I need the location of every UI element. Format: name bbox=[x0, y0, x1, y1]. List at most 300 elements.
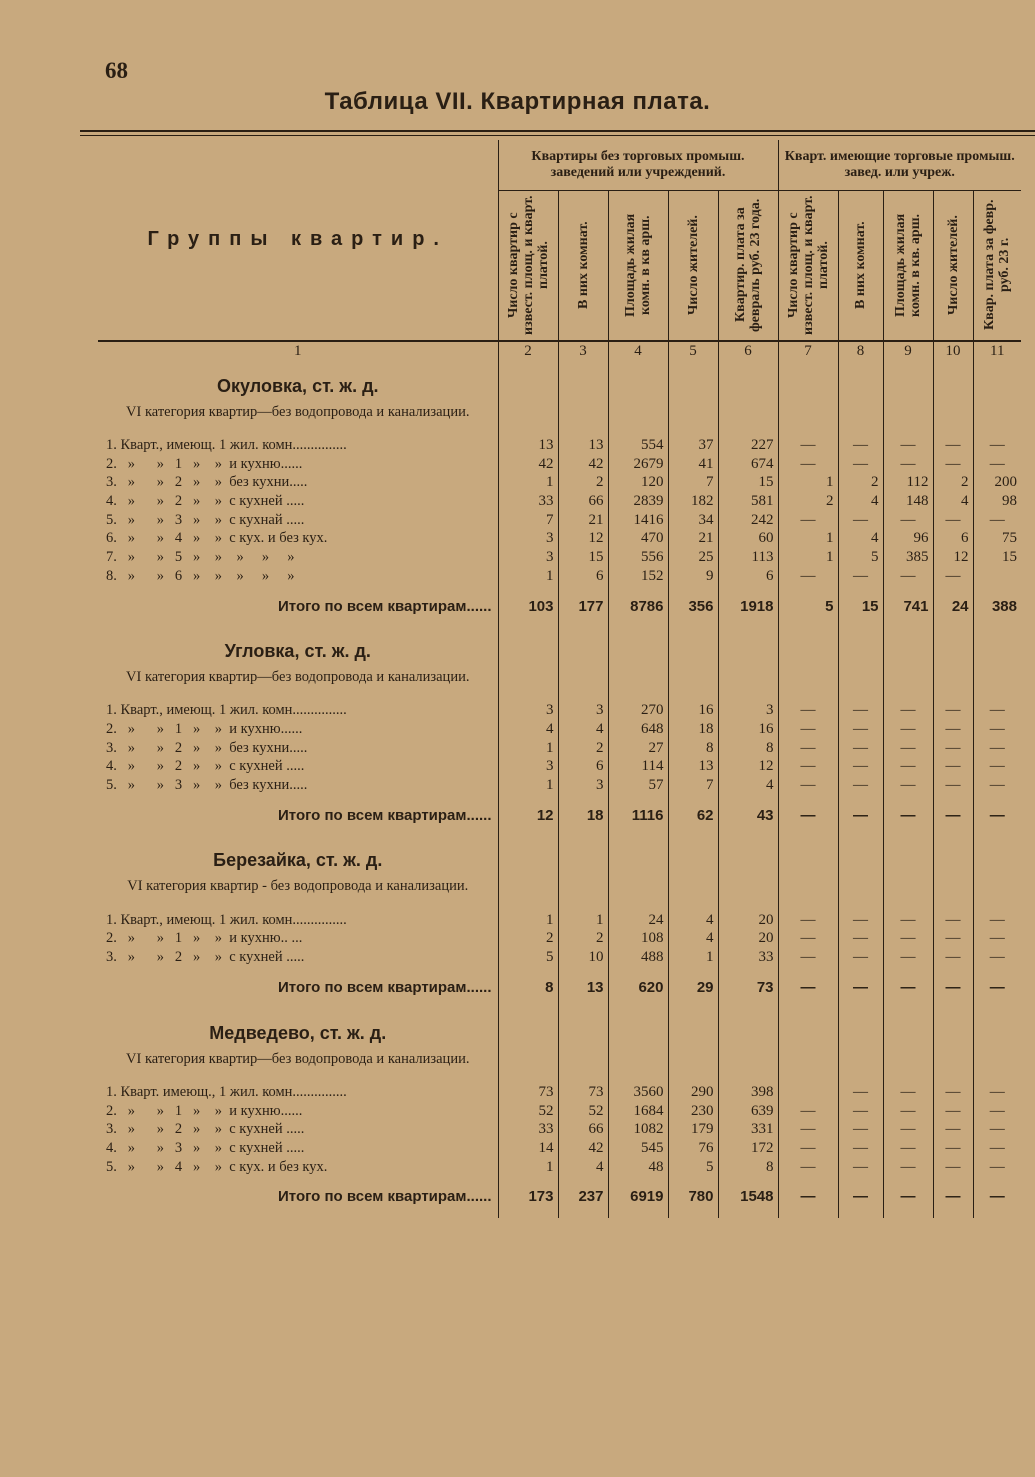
row-value: — bbox=[778, 1157, 838, 1176]
total-value: — bbox=[973, 1176, 1021, 1218]
empty-cell bbox=[973, 1044, 1021, 1083]
row-value: — bbox=[883, 1139, 933, 1158]
row-value: 66 bbox=[558, 492, 608, 511]
row-value: — bbox=[883, 910, 933, 929]
total-value: — bbox=[838, 794, 883, 836]
empty-cell bbox=[778, 1009, 838, 1044]
row-value: 27 bbox=[608, 738, 668, 757]
row-value: — bbox=[778, 436, 838, 455]
table-row bbox=[98, 1139, 1021, 1158]
empty-cell bbox=[718, 362, 778, 397]
row-value: 182 bbox=[668, 492, 718, 511]
row-value: 3 bbox=[558, 776, 608, 795]
row-value: — bbox=[838, 776, 883, 795]
row-value: — bbox=[973, 454, 1021, 473]
row-value: 488 bbox=[608, 948, 668, 967]
total-value: 1548 bbox=[718, 1176, 778, 1218]
column-number: 9 bbox=[883, 341, 933, 362]
row-label: 4. » » 2 » » с кухней ..... bbox=[106, 758, 305, 775]
row-value: — bbox=[838, 1083, 883, 1102]
row-value: 34 bbox=[668, 510, 718, 529]
row-value: — bbox=[883, 720, 933, 739]
row-value: — bbox=[778, 566, 838, 585]
table-row bbox=[98, 1120, 1021, 1139]
total-label: Итого по всем квартирам...... bbox=[278, 979, 492, 996]
row-value: 1 bbox=[558, 910, 608, 929]
row-value: — bbox=[973, 776, 1021, 795]
total-value: 5 bbox=[778, 585, 838, 627]
row-value: — bbox=[883, 510, 933, 529]
row-value: 2839 bbox=[608, 492, 668, 511]
row-value: — bbox=[973, 1083, 1021, 1102]
section-title-row bbox=[98, 627, 1021, 662]
empty-cell bbox=[558, 871, 608, 910]
row-value: 12 bbox=[718, 757, 778, 776]
row-value: 4 bbox=[668, 929, 718, 948]
row-value: 4 bbox=[838, 529, 883, 548]
row-value: 179 bbox=[668, 1120, 718, 1139]
row-value: 3560 bbox=[608, 1083, 668, 1102]
row-value: — bbox=[933, 436, 973, 455]
row-value: — bbox=[933, 948, 973, 967]
empty-cell bbox=[973, 627, 1021, 662]
row-value: — bbox=[838, 929, 883, 948]
empty-cell bbox=[608, 397, 668, 436]
row-value: 2679 bbox=[608, 454, 668, 473]
row-value: 2 bbox=[558, 473, 608, 492]
column-header-text: Число жителей. bbox=[945, 215, 961, 316]
row-value: 4 bbox=[558, 1157, 608, 1176]
row-value: 6 bbox=[718, 566, 778, 585]
column-header bbox=[973, 191, 1021, 341]
total-value: 173 bbox=[498, 1176, 558, 1218]
row-value: — bbox=[973, 757, 1021, 776]
row-value: 2 bbox=[558, 738, 608, 757]
empty-cell bbox=[498, 397, 558, 436]
row-label: 5. » » 4 » » с кух. и без кух. bbox=[106, 1158, 328, 1175]
empty-cell bbox=[668, 362, 718, 397]
table-row bbox=[98, 548, 1021, 567]
page-title: Таблица VII. Квартирная плата. bbox=[324, 88, 711, 115]
empty-cell bbox=[838, 627, 883, 662]
row-value: — bbox=[778, 948, 838, 967]
total-value: 237 bbox=[558, 1176, 608, 1218]
total-value: 1116 bbox=[608, 794, 668, 836]
empty-cell bbox=[778, 662, 838, 701]
total-row bbox=[98, 1176, 1021, 1218]
empty-cell bbox=[718, 836, 778, 871]
row-value: — bbox=[883, 566, 933, 585]
row-value: 66 bbox=[558, 1120, 608, 1139]
row-label: 2. » » 1 » » и кухню...... bbox=[106, 1102, 303, 1119]
row-value: — bbox=[778, 929, 838, 948]
rent-table bbox=[98, 140, 1021, 1218]
column-number: 11 bbox=[973, 341, 1021, 362]
row-value: — bbox=[973, 1120, 1021, 1139]
row-value: — bbox=[883, 776, 933, 795]
section-title: Березайка, ст. ж. д. bbox=[213, 850, 383, 871]
row-value: 1 bbox=[778, 473, 838, 492]
total-row bbox=[98, 967, 1021, 1009]
top-rule-1 bbox=[80, 130, 1035, 132]
row-value: — bbox=[778, 757, 838, 776]
row-label: 5. » » 3 » » без кухни..... bbox=[106, 777, 308, 794]
total-label: Итого по всем квартирам...... bbox=[278, 806, 492, 824]
row-value: 6 bbox=[558, 757, 608, 776]
total-value: — bbox=[778, 1176, 838, 1218]
row-value: 398 bbox=[718, 1083, 778, 1102]
header-group-label: Группы квартир. bbox=[147, 228, 448, 251]
empty-cell bbox=[718, 1044, 778, 1083]
row-value: 75 bbox=[973, 529, 1021, 548]
row-label: 3. » » 2 » » без кухни..... bbox=[106, 739, 308, 756]
row-value: — bbox=[933, 1120, 973, 1139]
row-value: — bbox=[973, 929, 1021, 948]
empty-cell bbox=[608, 362, 668, 397]
section-title: Медведево, ст. ж. д. bbox=[209, 1022, 387, 1043]
row-value: 3 bbox=[498, 548, 558, 567]
section-title-row bbox=[98, 836, 1021, 871]
row-value: — bbox=[778, 776, 838, 795]
row-value: — bbox=[778, 454, 838, 473]
empty-cell bbox=[883, 627, 933, 662]
table-row bbox=[98, 738, 1021, 757]
row-value: 3 bbox=[498, 529, 558, 548]
empty-cell bbox=[883, 397, 933, 436]
row-value: — bbox=[778, 1120, 838, 1139]
total-value: 620 bbox=[608, 967, 668, 1009]
row-value: 1 bbox=[498, 473, 558, 492]
row-value: 52 bbox=[498, 1101, 558, 1120]
row-value: 3 bbox=[718, 701, 778, 720]
row-value: 33 bbox=[498, 492, 558, 511]
table-row bbox=[98, 929, 1021, 948]
empty-cell bbox=[718, 871, 778, 910]
row-value: — bbox=[883, 1120, 933, 1139]
row-value: 113 bbox=[718, 548, 778, 567]
row-value: — bbox=[838, 948, 883, 967]
row-value: — bbox=[973, 1101, 1021, 1120]
row-value: — bbox=[838, 1139, 883, 1158]
row-value: 148 bbox=[883, 492, 933, 511]
total-row bbox=[98, 585, 1021, 627]
row-value: — bbox=[933, 1083, 973, 1102]
column-header-text: В них комнат. bbox=[575, 221, 591, 310]
column-number: 1 bbox=[98, 341, 498, 362]
row-value: — bbox=[838, 1120, 883, 1139]
row-value: 4 bbox=[498, 720, 558, 739]
row-value: — bbox=[973, 948, 1021, 967]
row-value: 114 bbox=[608, 757, 668, 776]
total-value: 43 bbox=[718, 794, 778, 836]
row-value: 14 bbox=[498, 1139, 558, 1158]
empty-cell bbox=[973, 1009, 1021, 1044]
empty-cell bbox=[933, 627, 973, 662]
total-value: 29 bbox=[668, 967, 718, 1009]
row-value: 470 bbox=[608, 529, 668, 548]
empty-cell bbox=[838, 1009, 883, 1044]
row-value: 1 bbox=[498, 776, 558, 795]
row-value: 1 bbox=[498, 566, 558, 585]
total-value: — bbox=[933, 794, 973, 836]
column-number: 8 bbox=[838, 341, 883, 362]
empty-cell bbox=[933, 662, 973, 701]
total-value: 177 bbox=[558, 585, 608, 627]
table-row bbox=[98, 492, 1021, 511]
table-row bbox=[98, 701, 1021, 720]
row-value: — bbox=[778, 1139, 838, 1158]
row-value: — bbox=[838, 510, 883, 529]
total-value: 388 bbox=[973, 585, 1021, 627]
row-value bbox=[973, 566, 1021, 585]
empty-cell bbox=[668, 836, 718, 871]
row-value: — bbox=[883, 757, 933, 776]
row-value: 60 bbox=[718, 529, 778, 548]
row-value: 120 bbox=[608, 473, 668, 492]
row-value: 42 bbox=[498, 454, 558, 473]
empty-cell bbox=[558, 397, 608, 436]
column-header-text: Площадь жилая комн. в кв. арш. bbox=[893, 213, 923, 317]
row-label: 1. Кварт., имеющ. 1 жил. комн............... bbox=[106, 436, 347, 453]
row-value: — bbox=[838, 910, 883, 929]
row-value: 7 bbox=[498, 510, 558, 529]
row-value: 331 bbox=[718, 1120, 778, 1139]
table-row bbox=[98, 776, 1021, 795]
row-value: 227 bbox=[718, 436, 778, 455]
total-value: 8786 bbox=[608, 585, 668, 627]
row-label: 2. » » 1 » » и кухню...... bbox=[106, 721, 303, 738]
column-header bbox=[608, 191, 668, 341]
row-label: 3. » » 2 » » без кухни..... bbox=[106, 474, 308, 491]
empty-cell bbox=[498, 836, 558, 871]
row-value: 12 bbox=[558, 529, 608, 548]
empty-cell bbox=[838, 1044, 883, 1083]
section-title: Угловка, ст. ж. д. bbox=[224, 641, 371, 661]
row-value: — bbox=[933, 454, 973, 473]
row-value: 554 bbox=[608, 436, 668, 455]
row-value: 5 bbox=[498, 948, 558, 967]
row-value: 648 bbox=[608, 720, 668, 739]
row-value: 76 bbox=[668, 1139, 718, 1158]
column-number: 6 bbox=[718, 341, 778, 362]
empty-cell bbox=[668, 662, 718, 701]
empty-cell bbox=[933, 836, 973, 871]
total-label: Итого по всем квартирам...... bbox=[278, 1188, 492, 1206]
row-value: 172 bbox=[718, 1139, 778, 1158]
empty-cell bbox=[498, 627, 558, 662]
row-value: 52 bbox=[558, 1101, 608, 1120]
row-value: — bbox=[883, 1157, 933, 1176]
empty-cell bbox=[718, 1009, 778, 1044]
row-value: — bbox=[778, 738, 838, 757]
empty-cell bbox=[718, 397, 778, 436]
row-value: — bbox=[933, 701, 973, 720]
row-value: 21 bbox=[668, 529, 718, 548]
row-value: 674 bbox=[718, 454, 778, 473]
row-value: 2 bbox=[558, 929, 608, 948]
row-value: 112 bbox=[883, 473, 933, 492]
row-value: — bbox=[778, 510, 838, 529]
empty-cell bbox=[778, 362, 838, 397]
row-value: 13 bbox=[498, 436, 558, 455]
empty-cell bbox=[498, 362, 558, 397]
row-value: 1 bbox=[498, 910, 558, 929]
row-value: — bbox=[883, 1101, 933, 1120]
empty-cell bbox=[558, 362, 608, 397]
empty-cell bbox=[608, 627, 668, 662]
row-value: 5 bbox=[838, 548, 883, 567]
empty-cell bbox=[933, 362, 973, 397]
row-value: — bbox=[778, 720, 838, 739]
empty-cell bbox=[933, 1009, 973, 1044]
row-value: 1 bbox=[778, 529, 838, 548]
row-label: 1. Кварт., имеющ. 1 жил. комн............... bbox=[106, 911, 347, 928]
total-value: 356 bbox=[668, 585, 718, 627]
total-label: Итого по всем квартирам...... bbox=[278, 597, 492, 615]
column-header bbox=[838, 191, 883, 341]
table-row bbox=[98, 757, 1021, 776]
row-value: — bbox=[933, 720, 973, 739]
empty-cell bbox=[778, 1044, 838, 1083]
row-value: 37 bbox=[668, 436, 718, 455]
row-value: — bbox=[838, 1101, 883, 1120]
table-row bbox=[98, 1157, 1021, 1176]
empty-cell bbox=[933, 397, 973, 436]
row-value: 25 bbox=[668, 548, 718, 567]
row-value: 96 bbox=[883, 529, 933, 548]
row-value: 73 bbox=[558, 1083, 608, 1102]
row-label: 3. » » 2 » » с кухней ..... bbox=[106, 1121, 305, 1138]
row-value: 8 bbox=[718, 1157, 778, 1176]
empty-cell bbox=[778, 871, 838, 910]
row-value: — bbox=[883, 1083, 933, 1102]
row-value: 21 bbox=[558, 510, 608, 529]
row-label: 1. Кварт. имеющ., 1 жил. комн............... bbox=[106, 1083, 347, 1100]
table-row bbox=[98, 529, 1021, 548]
empty-cell bbox=[973, 662, 1021, 701]
row-value: 108 bbox=[608, 929, 668, 948]
row-value: — bbox=[933, 910, 973, 929]
category-label: VI категория квартир—без водопровода и канализации. bbox=[126, 669, 470, 685]
header-group-with: Кварт. имеющие торговые промыш. завед. или учреж. bbox=[778, 140, 1021, 191]
row-value: 4 bbox=[933, 492, 973, 511]
row-value: 6 bbox=[558, 566, 608, 585]
table-row bbox=[98, 1083, 1021, 1102]
empty-cell bbox=[883, 362, 933, 397]
empty-cell bbox=[558, 836, 608, 871]
row-value: — bbox=[838, 720, 883, 739]
row-value: 73 bbox=[498, 1083, 558, 1102]
row-value: 545 bbox=[608, 1139, 668, 1158]
row-value: 5 bbox=[668, 1157, 718, 1176]
empty-cell bbox=[608, 871, 668, 910]
row-value: 6 bbox=[933, 529, 973, 548]
row-value: 7 bbox=[668, 473, 718, 492]
row-value: — bbox=[973, 1157, 1021, 1176]
row-value: 8 bbox=[718, 738, 778, 757]
row-value: 12 bbox=[933, 548, 973, 567]
empty-cell bbox=[668, 871, 718, 910]
column-header bbox=[883, 191, 933, 341]
row-value: 1082 bbox=[608, 1120, 668, 1139]
section-title-row bbox=[98, 1009, 1021, 1044]
column-header bbox=[668, 191, 718, 341]
column-header bbox=[778, 191, 838, 341]
column-header-text: Число жителей. bbox=[685, 215, 701, 316]
row-value: 18 bbox=[668, 720, 718, 739]
section-title: Окуловка, ст. ж. д. bbox=[217, 375, 379, 396]
total-value: — bbox=[778, 967, 838, 1009]
row-value: 1 bbox=[498, 1157, 558, 1176]
column-number: 3 bbox=[558, 341, 608, 362]
table-row bbox=[98, 948, 1021, 967]
row-value: — bbox=[973, 436, 1021, 455]
row-value: — bbox=[933, 510, 973, 529]
row-value: — bbox=[973, 910, 1021, 929]
row-value: — bbox=[838, 566, 883, 585]
row-value: 4 bbox=[718, 776, 778, 795]
total-value: — bbox=[973, 794, 1021, 836]
row-value: — bbox=[838, 1157, 883, 1176]
row-value: — bbox=[933, 929, 973, 948]
empty-cell bbox=[838, 362, 883, 397]
row-value bbox=[778, 1083, 838, 1102]
row-value: 581 bbox=[718, 492, 778, 511]
row-value: — bbox=[883, 738, 933, 757]
empty-cell bbox=[838, 836, 883, 871]
row-value: — bbox=[883, 929, 933, 948]
row-value: 15 bbox=[718, 473, 778, 492]
empty-cell bbox=[973, 836, 1021, 871]
category-row bbox=[98, 1044, 1021, 1083]
row-value: 385 bbox=[883, 548, 933, 567]
row-value: — bbox=[933, 1157, 973, 1176]
row-value: — bbox=[973, 738, 1021, 757]
row-value: 2 bbox=[498, 929, 558, 948]
row-value: 41 bbox=[668, 454, 718, 473]
row-value: — bbox=[778, 1101, 838, 1120]
row-label: 6. » » 4 » » с кух. и без кух. bbox=[106, 530, 328, 547]
total-value: 8 bbox=[498, 967, 558, 1009]
row-label: 1. Кварт., имеющ. 1 жил. комн............... bbox=[106, 702, 347, 719]
column-header-text: Число квартир с извест. площ. и кварт. платой. bbox=[785, 195, 831, 336]
row-value: — bbox=[883, 454, 933, 473]
empty-cell bbox=[608, 662, 668, 701]
table-row bbox=[98, 436, 1021, 455]
table-row bbox=[98, 473, 1021, 492]
column-header-text: В них комнат. bbox=[853, 221, 868, 310]
row-value: 33 bbox=[718, 948, 778, 967]
row-value: 152 bbox=[608, 566, 668, 585]
row-value: 3 bbox=[558, 701, 608, 720]
row-value: 15 bbox=[558, 548, 608, 567]
row-value: 556 bbox=[608, 548, 668, 567]
empty-cell bbox=[668, 1044, 718, 1083]
row-value: 2 bbox=[933, 473, 973, 492]
row-value: 270 bbox=[608, 701, 668, 720]
row-value: 20 bbox=[718, 910, 778, 929]
total-value: 780 bbox=[668, 1176, 718, 1218]
row-label: 4. » » 2 » » с кухней ..... bbox=[106, 492, 305, 509]
total-value: — bbox=[933, 967, 973, 1009]
category-label: VI категория квартир - без водопровода и канализации. bbox=[127, 878, 469, 895]
table-row bbox=[98, 720, 1021, 739]
table-row bbox=[98, 454, 1021, 473]
empty-cell bbox=[883, 662, 933, 701]
empty-cell bbox=[973, 871, 1021, 910]
empty-cell bbox=[778, 397, 838, 436]
total-value: 24 bbox=[933, 585, 973, 627]
